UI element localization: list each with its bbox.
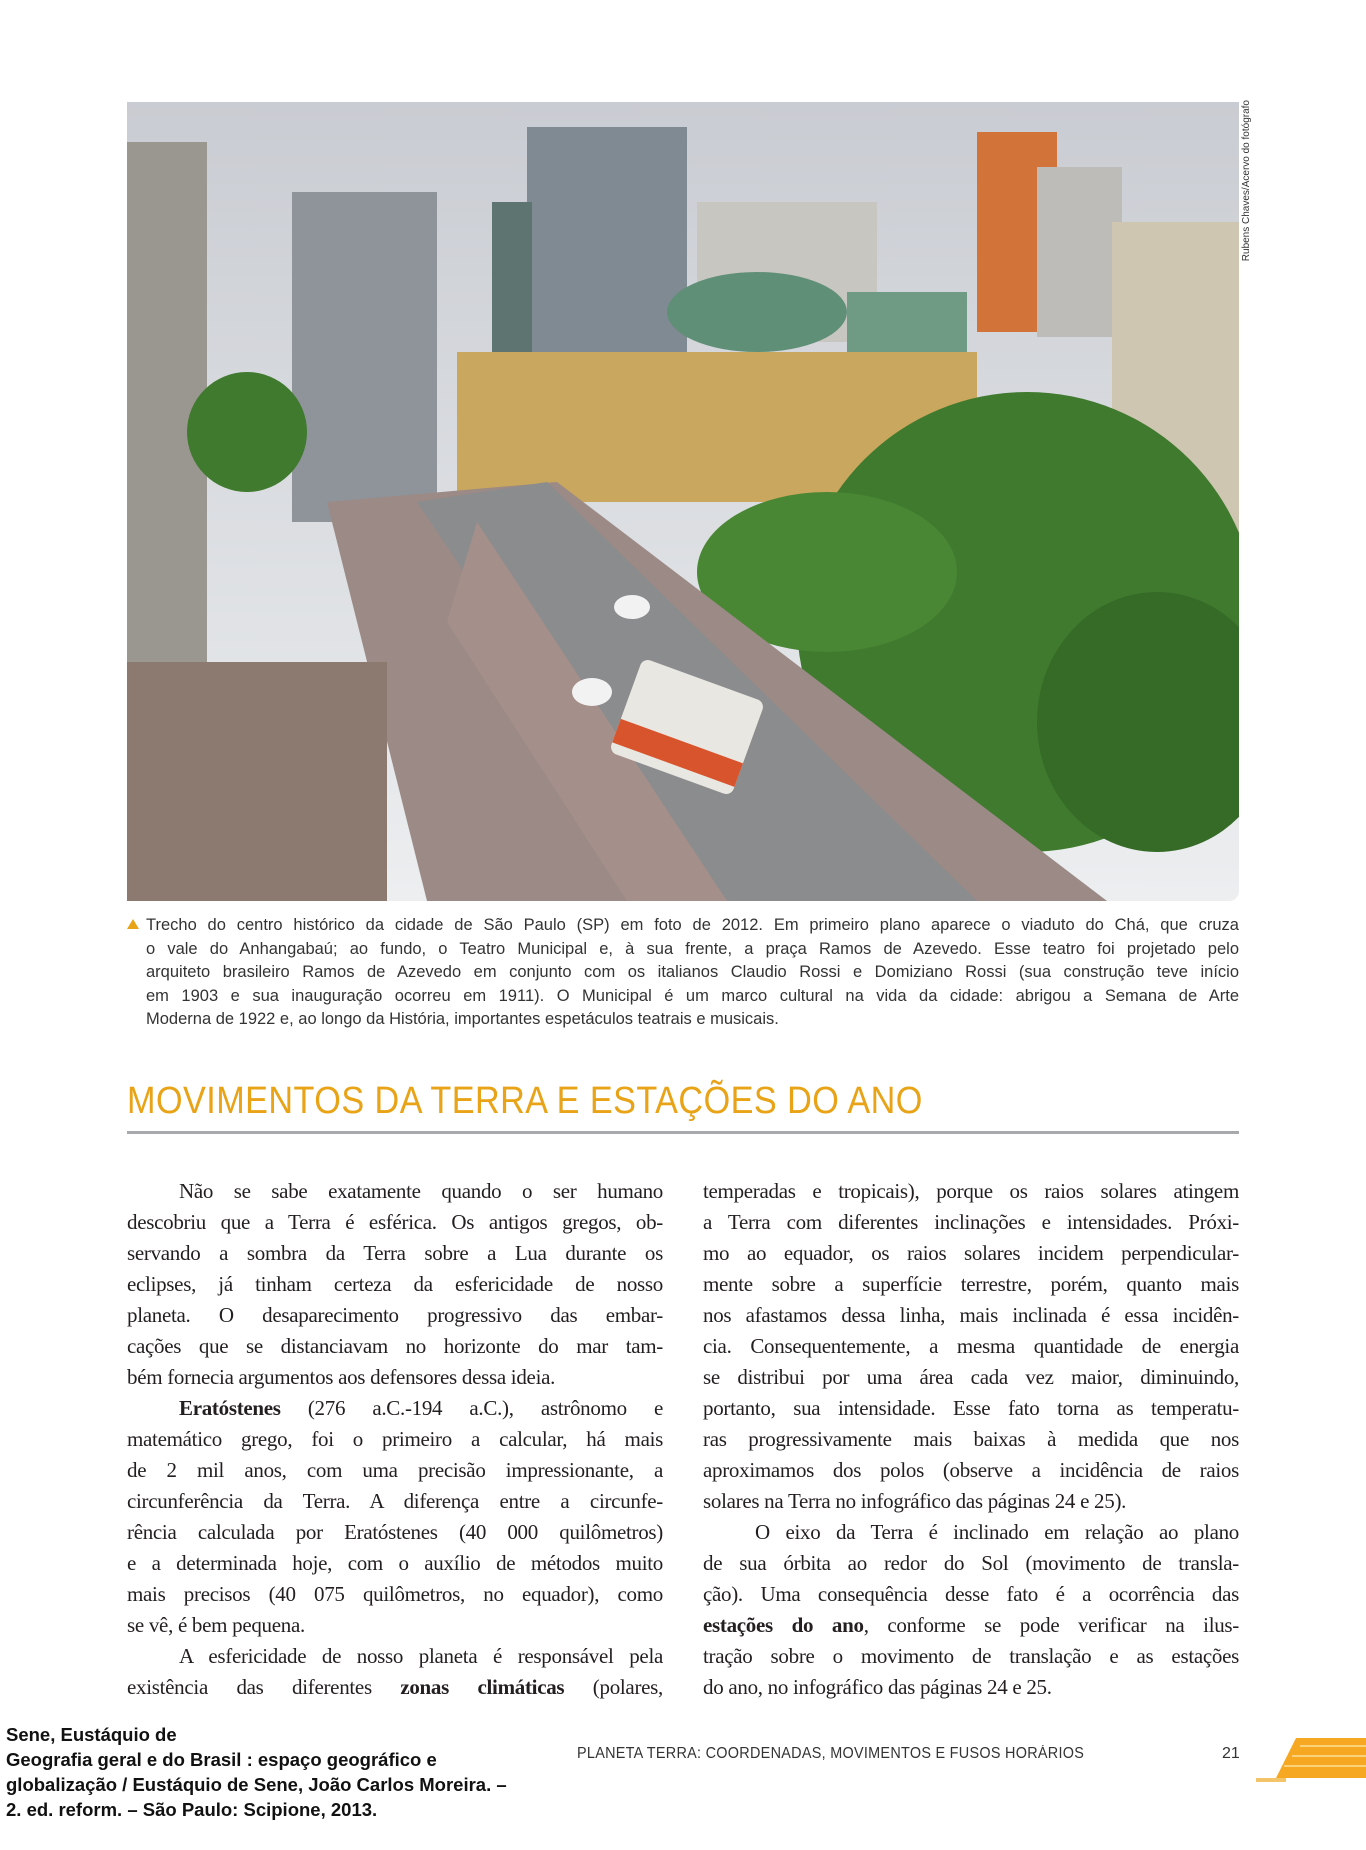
bibliographic-citation xyxy=(6,1722,507,1822)
text-segment: solares na Terra no infográfico das páginas 24 e 25). xyxy=(703,1489,1127,1513)
text-segment: tração sobre o movimento de translação e as estações xyxy=(703,1644,1239,1668)
text-segment: de 2 mil anos, com uma precisão impressionante, a xyxy=(127,1458,663,1482)
text-line xyxy=(127,1393,663,1424)
text-line xyxy=(127,1672,663,1703)
text-segment: se distribui por uma área cada vez maior, diminuindo, xyxy=(703,1365,1239,1389)
caption-line: em 1903 e sua inauguração ocorreu em 1911). O Municipal é um marco cultural na vida da cidade: abrigou a Semana de Arte xyxy=(146,986,1239,1005)
text-segment: matemático grego, foi o primeiro a calcular, há mais xyxy=(127,1427,663,1451)
text-line xyxy=(703,1455,1239,1486)
photo-caption xyxy=(146,914,1239,1032)
triangle-marker-icon xyxy=(127,919,139,929)
text-line xyxy=(703,1238,1239,1269)
section-heading: MOVIMENTOS DA TERRA E ESTAÇÕES DO ANO xyxy=(127,1080,923,1122)
running-title: PLANETA TERRA: COORDENADAS, MOVIMENTOS E FUSOS HORÁRIOS xyxy=(577,1745,1085,1762)
text-line xyxy=(127,1548,663,1579)
bold-term: Eratóstenes xyxy=(179,1396,281,1420)
text-segment: de sua órbita ao redor do Sol (movimento de transla- xyxy=(703,1551,1239,1575)
text-segment: Não se sabe exatamente quando o ser humano xyxy=(179,1179,663,1203)
text-line xyxy=(703,1424,1239,1455)
heading-divider xyxy=(127,1131,1239,1134)
caption-line: Moderna de 1922 e, ao longo da História, importantes espetáculos teatrais e musicais. xyxy=(146,1010,779,1028)
photo-illustration xyxy=(127,102,1239,901)
bold-term: estações do ano xyxy=(703,1613,864,1637)
text-column-right xyxy=(703,1176,1239,1703)
text-segment: A esfericidade de nosso planeta é responsável pela xyxy=(179,1644,663,1668)
text-segment: ras progressivamente mais baixas à medida que nos xyxy=(703,1427,1239,1451)
text-segment: aproximamos dos polos (observe a incidência de raios xyxy=(703,1458,1239,1482)
text-segment: existência das diferentes xyxy=(127,1675,401,1699)
text-line xyxy=(127,1641,663,1672)
citation-line: Sene, Eustáquio de xyxy=(6,1724,177,1745)
text-line xyxy=(127,1579,663,1610)
caption-line: o vale do Anhangabaú; ao fundo, o Teatro Municipal e, à sua frente, a praça Ramos de Azevedo. Esse teatro foi projetado pelo xyxy=(146,939,1239,958)
text-segment: (276 a.C.-194 a.C.), astrônomo e xyxy=(280,1396,663,1420)
text-line xyxy=(703,1641,1239,1672)
text-segment: O eixo da Terra é inclinado em relação ao plano xyxy=(755,1520,1239,1544)
text-segment: planeta. O desaparecimento progressivo das embar- xyxy=(127,1303,663,1327)
caption-line: Trecho do centro histórico da cidade de São Paulo (SP) em foto de 2012. Em primeiro plano aparece o viaduto do Chá, que cruza xyxy=(146,916,1239,934)
text-line xyxy=(127,1238,663,1269)
page-tab-decoration xyxy=(1256,1738,1366,1788)
bold-term: zonas climáticas xyxy=(400,1675,565,1699)
text-line xyxy=(127,1362,663,1393)
text-line xyxy=(703,1331,1239,1362)
text-line xyxy=(703,1672,1239,1703)
text-segment: se vê, é bem pequena. xyxy=(127,1613,305,1637)
text-line xyxy=(703,1269,1239,1300)
page-number: 21 xyxy=(1222,1745,1240,1762)
text-line xyxy=(127,1610,663,1641)
text-segment: eclipses, já tinham certeza da esfericidade de nosso xyxy=(127,1272,663,1296)
photo-credit: Rubens Chaves/Acervo do fotógrafo xyxy=(1241,100,1252,262)
text-line xyxy=(127,1207,663,1238)
text-line xyxy=(703,1362,1239,1393)
text-segment: e a determinada hoje, com o auxílio de métodos muito xyxy=(127,1551,663,1575)
text-segment: a Terra com diferentes inclinações e intensidades. Próxi- xyxy=(703,1210,1239,1234)
text-line xyxy=(127,1331,663,1362)
text-line xyxy=(127,1176,663,1207)
text-line xyxy=(703,1393,1239,1424)
photo-sao-paulo-historic-center xyxy=(127,102,1239,901)
text-line xyxy=(703,1548,1239,1579)
text-segment: circunferência da Terra. A diferença entre a circunfe- xyxy=(127,1489,663,1513)
citation-line: 2. ed. reform. – São Paulo: Scipione, 2013. xyxy=(6,1799,378,1820)
text-line xyxy=(127,1517,663,1548)
text-line xyxy=(127,1424,663,1455)
text-line xyxy=(127,1269,663,1300)
text-segment: rência calculada por Eratóstenes (40 000 quilômetros) xyxy=(127,1520,663,1544)
text-segment: cia. Consequentemente, a mesma quantidade de energia xyxy=(703,1334,1239,1358)
text-segment: nos afastamos dessa linha, mais inclinada é essa incidên- xyxy=(703,1303,1239,1327)
text-segment: descobriu que a Terra é esférica. Os antigos gregos, ob- xyxy=(127,1210,663,1234)
text-line xyxy=(703,1579,1239,1610)
text-segment: bém fornecia argumentos aos defensores dessa ideia. xyxy=(127,1365,556,1389)
text-line xyxy=(127,1486,663,1517)
text-line xyxy=(703,1300,1239,1331)
text-line xyxy=(127,1300,663,1331)
text-line xyxy=(703,1517,1239,1548)
citation-line: globalização / Eustáquio de Sene, João Carlos Moreira. – xyxy=(6,1774,507,1795)
citation-line: Geografia geral e do Brasil : espaço geográfico e xyxy=(6,1749,437,1770)
text-column-left xyxy=(127,1176,663,1703)
text-segment: do ano, no infográfico das páginas 24 e 25. xyxy=(703,1675,1052,1699)
text-line xyxy=(703,1486,1239,1517)
text-segment: servando a sombra da Terra sobre a Lua durante os xyxy=(127,1241,663,1265)
text-segment: ção). Uma consequência desse fato é a ocorrência das xyxy=(703,1582,1239,1606)
text-line xyxy=(127,1455,663,1486)
text-segment: temperadas e tropicais), porque os raios solares atingem xyxy=(703,1179,1239,1203)
text-line xyxy=(703,1176,1239,1207)
text-segment: portanto, sua intensidade. Esse fato torna as temperatu- xyxy=(703,1396,1239,1420)
text-segment: cações que se distanciavam no horizonte do mar tam- xyxy=(127,1334,663,1358)
text-line xyxy=(703,1610,1239,1641)
text-line xyxy=(703,1207,1239,1238)
text-segment: (polares, xyxy=(564,1675,663,1699)
text-segment: mais precisos (40 075 quilômetros, no equador), como xyxy=(127,1582,663,1606)
caption-line: arquiteto brasileiro Ramos de Azevedo em conjunto com os italianos Claudio Rossi e Domiziano Rossi (sua construção teve início xyxy=(146,963,1239,981)
text-segment: mente sobre a superfície terrestre, porém, quanto mais xyxy=(703,1272,1239,1296)
text-segment: mo ao equador, os raios solares incidem perpendicular- xyxy=(703,1241,1239,1265)
text-segment: , conforme se pode verificar na ilus- xyxy=(863,1613,1239,1637)
